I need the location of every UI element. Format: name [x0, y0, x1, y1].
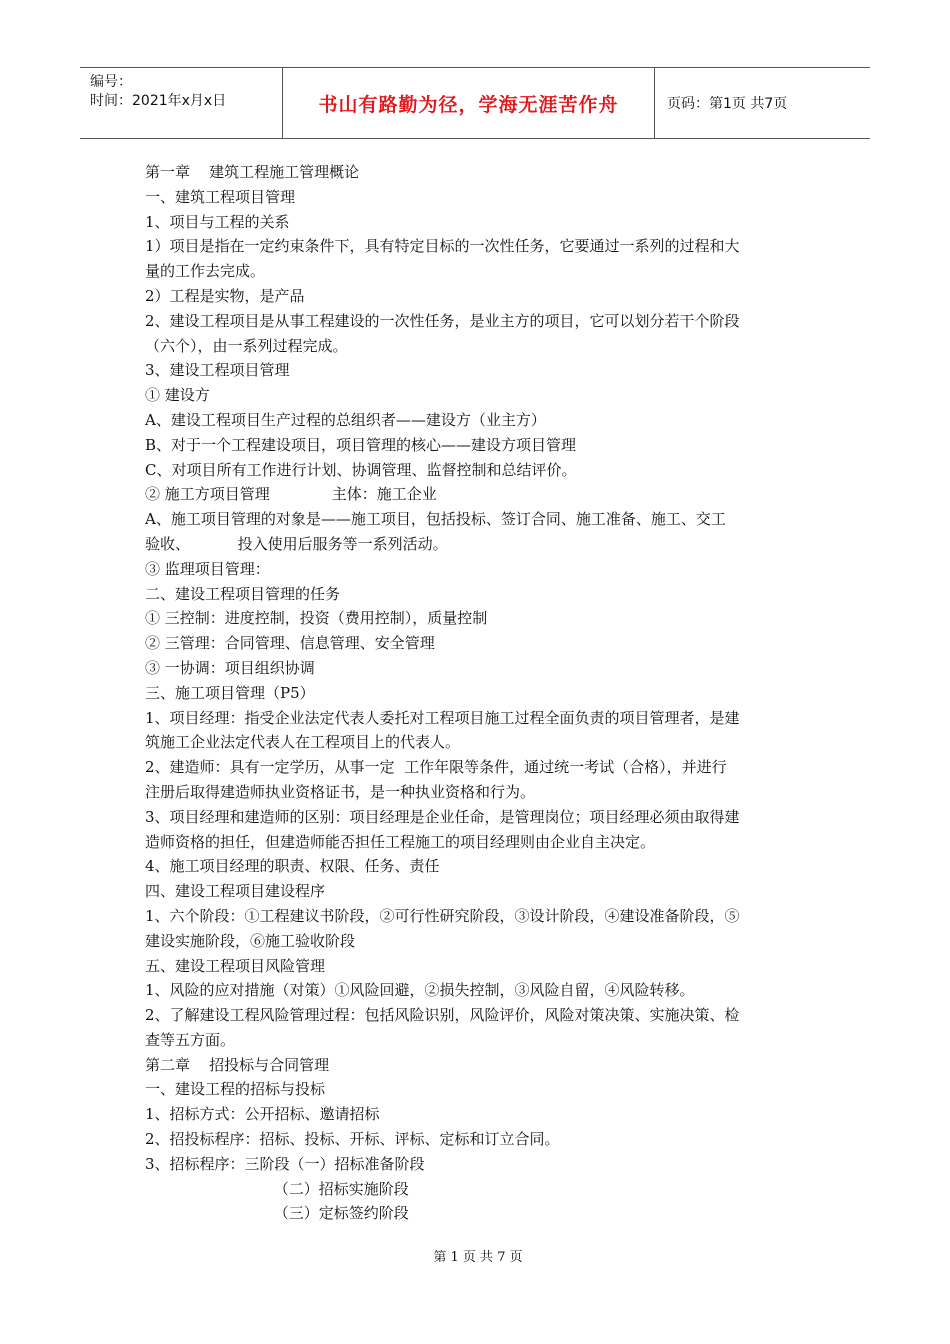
text-line: 2、招投标程序：招标、投标、开标、评标、定标和订立合同。 [145, 1130, 560, 1149]
document-body [145, 160, 810, 1226]
text-line: 筑施工企业法定代表人在工程项目上的代表人。 [145, 733, 461, 752]
text-line: A、施工项目管理的对象是——施工项目，包括投标、签订合同、施工准备、施工、交工 [145, 510, 726, 529]
text-line: 注册后取得建造师执业资格证书，是一种执业资格和行为。 [145, 782, 536, 801]
text-line: 2、建设工程项目是从事工程建设的一次性任务，是业主方的项目，它可以划分若干个阶段 [145, 311, 740, 330]
text-line: 查等五方面。 [145, 1030, 236, 1049]
text-line: A、建设工程项目生产过程的总组织者——建设方（业主方） [145, 410, 546, 429]
header-slogan: 书山有路勤为径，学海无涯苦作舟 [318, 93, 619, 116]
text-line: （二）招标实施阶段 [145, 1179, 409, 1198]
text-line: 验收、 投入使用后服务等一系列活动。 [145, 534, 448, 553]
text-line: 2、建造师：具有一定学历，从事一定 工作年限等条件，通过统一考试（合格），并进行 [145, 758, 727, 777]
text-line: 2）工程是实物，是产品 [145, 286, 305, 305]
text-line: 四、建设工程项目建设程序 [145, 882, 326, 901]
page-header [80, 67, 870, 139]
text-line: （六个），由一系列过程完成。 [145, 336, 348, 355]
text-line: 一、建设工程的招标与投标 [145, 1080, 326, 1099]
document-number-label: 编号： [90, 74, 132, 90]
text-line: ② 施工方项目管理 主体：施工企业 [145, 485, 437, 504]
header-slogan-cell [283, 68, 655, 138]
text-line: ② 三管理：合同管理、信息管理、安全管理 [145, 634, 435, 653]
text-line: 五、建设工程项目风险管理 [145, 956, 326, 975]
header-page-number: 页码：第1页 共7页 [667, 96, 788, 112]
text-line: 建设实施阶段，⑥施工验收阶段 [145, 931, 356, 950]
text-line: ③ 监理项目管理： [145, 559, 270, 578]
text-line: B、对于一个工程建设项目，项目管理的核心——建设方项目管理 [145, 435, 577, 454]
footer-page-number: 第 1 页 共 7 页 [433, 1250, 523, 1265]
text-line: 1、六个阶段：①工程建议书阶段，②可行性研究阶段，③设计阶段，④建设准备阶段，⑤ [145, 906, 740, 925]
text-line: 造师资格的担任，但建造师能否担任工程施工的项目经理则由企业自主决定。 [145, 832, 656, 851]
document-time-label: 时间：2021年x月x日 [90, 93, 227, 109]
header-page-cell [655, 68, 870, 138]
text-line: 3、建设工程项目管理 [145, 361, 290, 380]
text-line: 2、了解建设工程风险管理过程：包括风险识别，风险评价，风险对策决策、实施决策、检 [145, 1006, 740, 1025]
text-line: 1、项目与工程的关系 [145, 212, 290, 231]
text-line: 第二章 招投标与合同管理 [145, 1055, 330, 1074]
text-line: 第一章 建筑工程施工管理概论 [145, 163, 360, 181]
page-footer [0, 1246, 950, 1265]
text-line: （三）定标签约阶段 [145, 1204, 409, 1223]
text-line: 1）项目是指在一定约束条件下，具有特定目标的一次性任务，它要通过一系列的过程和大 [145, 237, 740, 256]
text-line: 一、建筑工程项目管理 [145, 187, 296, 206]
header-meta [80, 68, 283, 138]
text-line: 1、项目经理：指受企业法定代表人委托对工程项目施工过程全面负责的项目管理者，是建 [145, 708, 740, 727]
text-line: 4、施工项目经理的职责、权限、任务、责任 [145, 857, 440, 876]
text-line: C、对项目所有工作进行计划、协调管理、监督控制和总结评价。 [145, 460, 577, 479]
text-line: 二、建设工程项目管理的任务 [145, 584, 341, 603]
text-line: 三、施工项目管理（P5） [145, 683, 315, 702]
text-line: 1、风险的应对措施（对策）①风险回避，②损失控制，③风险自留，④风险转移。 [145, 981, 695, 1000]
text-line: ① 三控制：进度控制，投资（费用控制），质量控制 [145, 609, 488, 628]
text-line: ① 建设方 [145, 386, 210, 405]
text-line: 3、项目经理和建造师的区别：项目经理是企业任命，是管理岗位；项目经理必须由取得建 [145, 807, 740, 826]
text-line: 1、招标方式：公开招标、邀请招标 [145, 1105, 380, 1124]
text-line: 3、招标程序：三阶段（一）招标准备阶段 [145, 1154, 425, 1173]
text-line: ③ 一协调：项目组织协调 [145, 658, 315, 677]
text-line: 量的工作去完成。 [145, 262, 266, 281]
